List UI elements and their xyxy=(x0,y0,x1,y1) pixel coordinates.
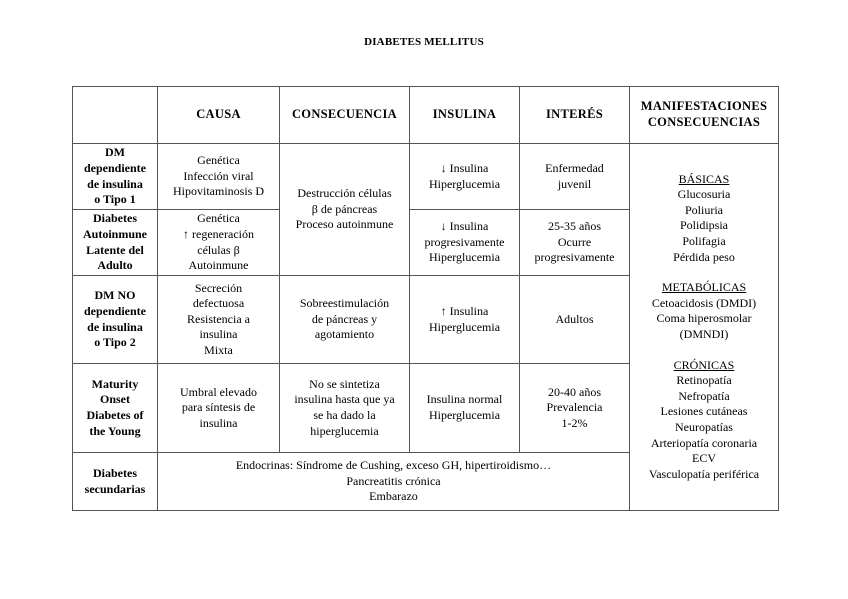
text-line: ↓ Insulina xyxy=(440,160,489,175)
text-line: Poliuria xyxy=(685,202,723,217)
text-line: Genética xyxy=(197,153,240,168)
cronicas-heading: CRÓNICAS xyxy=(673,357,735,372)
text-line: Glucosuria xyxy=(677,187,731,202)
text-line: Hiperglucemia xyxy=(428,408,501,422)
text-line: 20-40 años xyxy=(548,384,601,399)
cell-insulina xyxy=(410,276,520,364)
text-line: se ha dado la xyxy=(313,408,376,422)
text-line: de insulina xyxy=(87,176,143,191)
text-line: Retinopatía xyxy=(676,373,732,388)
text-line: Adultos xyxy=(555,311,594,326)
text-line: Coma hiperosmolar xyxy=(656,311,752,326)
text-line: de insulina xyxy=(87,319,143,334)
text-line: progresivamente xyxy=(424,234,505,249)
text-line: Polidipsia xyxy=(679,218,728,233)
text-line: o Tipo 1 xyxy=(94,192,136,207)
row-label xyxy=(73,144,158,210)
basicas-heading: BÁSICAS xyxy=(678,171,730,186)
text-line: secundarias xyxy=(84,481,146,496)
text-line: Prevalencia xyxy=(546,400,603,415)
cell-interes xyxy=(520,276,630,364)
text-line: defectuosa xyxy=(192,296,245,311)
document-title: DIABETES MELLITUS xyxy=(364,36,484,48)
text-line: Arteriopatía coronaria xyxy=(650,435,758,450)
diabetes-table xyxy=(72,86,779,511)
header-interes: INTERÉS xyxy=(520,87,630,144)
text-line: Pérdida peso xyxy=(673,249,735,264)
cell-causa xyxy=(158,144,280,210)
cell-interes xyxy=(520,144,630,210)
cronicas-list xyxy=(632,373,776,482)
metabolicas-heading: METABÓLICAS xyxy=(661,280,747,295)
text-line: Maturity xyxy=(91,376,139,391)
text-line: Embarazo xyxy=(369,489,418,504)
text-line: the Young xyxy=(89,423,141,438)
cell-interes xyxy=(520,210,630,276)
text-line: DM NO xyxy=(94,288,136,303)
text-line: de páncreas y xyxy=(311,311,378,326)
cell-manifestaciones xyxy=(630,144,779,511)
text-line: para síntesis de xyxy=(181,400,256,415)
row-label xyxy=(73,453,158,511)
row-label xyxy=(73,210,158,276)
text-line: agotamiento xyxy=(314,327,375,342)
text-line: Sobreestimulación xyxy=(299,296,390,311)
text-line: Ocurre xyxy=(557,234,592,249)
cell-causa xyxy=(158,276,280,364)
text-line: Autoinmune xyxy=(188,258,249,273)
header-row xyxy=(73,87,779,144)
text-line: Onset xyxy=(100,392,130,407)
text-line: Hiperglucemia xyxy=(428,319,501,334)
text-line: Nefropatía xyxy=(678,388,730,403)
text-line: β de páncreas xyxy=(311,201,378,216)
text-line: Diabetes xyxy=(93,465,137,480)
text-line: insulina xyxy=(199,327,238,342)
text-line: Neuropatías xyxy=(675,419,733,434)
text-line: 25-35 años xyxy=(548,219,601,234)
text-line: Proceso autoinmune xyxy=(295,217,394,232)
text-line: No se sintetiza xyxy=(309,376,380,391)
text-line: Hiperglucemia xyxy=(428,176,501,191)
cell-interes xyxy=(520,364,630,453)
text-line: ↓ Insulina xyxy=(440,219,489,234)
text-line: Infección viral xyxy=(183,168,254,183)
text-line: Enfermedad xyxy=(545,160,604,175)
text-line: Secreción xyxy=(194,280,243,295)
text-line: Insulina normal xyxy=(426,392,503,407)
cell-secundarias xyxy=(158,453,630,511)
text-line: Endocrinas: Síndrome de Cushing, exceso GH, hipertiroidismo… xyxy=(235,458,552,473)
cell-consecuencia xyxy=(280,364,410,453)
text-line: juvenil xyxy=(557,176,592,191)
cell-insulina xyxy=(410,364,520,453)
text-line: dependiente xyxy=(83,303,146,318)
text-line: Genética xyxy=(197,211,240,226)
text-line: Polifagia xyxy=(682,234,726,249)
cell-consecuencia xyxy=(280,276,410,364)
header-causa: CAUSA xyxy=(158,87,280,144)
header-insulina: INSULINA xyxy=(410,87,520,144)
text-line: (DMNDI) xyxy=(679,327,729,341)
text-line: o Tipo 2 xyxy=(94,335,136,350)
header-consecuencia: CONSECUENCIA xyxy=(280,87,410,144)
metabolicas-list xyxy=(632,296,776,343)
header-manifestaciones: MANIFESTACIONES CONSECUENCIAS xyxy=(630,87,779,144)
text-line: Diabetes xyxy=(93,211,137,226)
text-line: progresivamente xyxy=(534,250,615,265)
cell-causa xyxy=(158,364,280,453)
text-line: ↑ Insulina xyxy=(440,303,489,318)
text-line: Autoinmune xyxy=(82,226,147,241)
cell-causa xyxy=(158,210,280,276)
text-line: Cetoacidosis (DMDI) xyxy=(651,295,757,310)
header-empty xyxy=(73,87,158,144)
text-line: Mixta xyxy=(204,342,233,357)
text-line: Hiperglucemia xyxy=(428,250,501,265)
table-row xyxy=(73,144,779,210)
text-line: Adulto xyxy=(97,258,133,273)
text-line: Destrucción células xyxy=(297,186,392,201)
text-line: Pancreatitis crónica xyxy=(346,473,441,488)
basicas-list xyxy=(632,187,776,265)
text-line: Umbral elevado xyxy=(180,384,257,399)
text-line: hiperglucemia xyxy=(310,423,379,438)
text-line: insulina xyxy=(199,415,238,430)
text-line: dependiente xyxy=(83,160,146,175)
cell-consecuencia-shared xyxy=(280,144,410,276)
text-line: insulina hasta que ya xyxy=(294,392,395,407)
text-line: Vasculopatía periférica xyxy=(648,466,760,481)
text-line: células β xyxy=(197,242,240,257)
text-line: Diabetes of xyxy=(86,408,144,422)
text-line: Lesiones cutáneas xyxy=(660,404,748,419)
text-line: Resistencia a xyxy=(187,311,250,326)
text-line: 1-2% xyxy=(561,415,588,430)
text-line: Hipovitaminosis D xyxy=(172,184,264,199)
cell-insulina xyxy=(410,144,520,210)
text-line: Latente del xyxy=(86,242,144,257)
text-line: DM xyxy=(105,145,125,160)
row-label xyxy=(73,364,158,453)
text-line: ECV xyxy=(692,451,716,466)
cell-insulina xyxy=(410,210,520,276)
row-label xyxy=(73,276,158,364)
text-line: ↑ regeneración xyxy=(183,226,254,241)
